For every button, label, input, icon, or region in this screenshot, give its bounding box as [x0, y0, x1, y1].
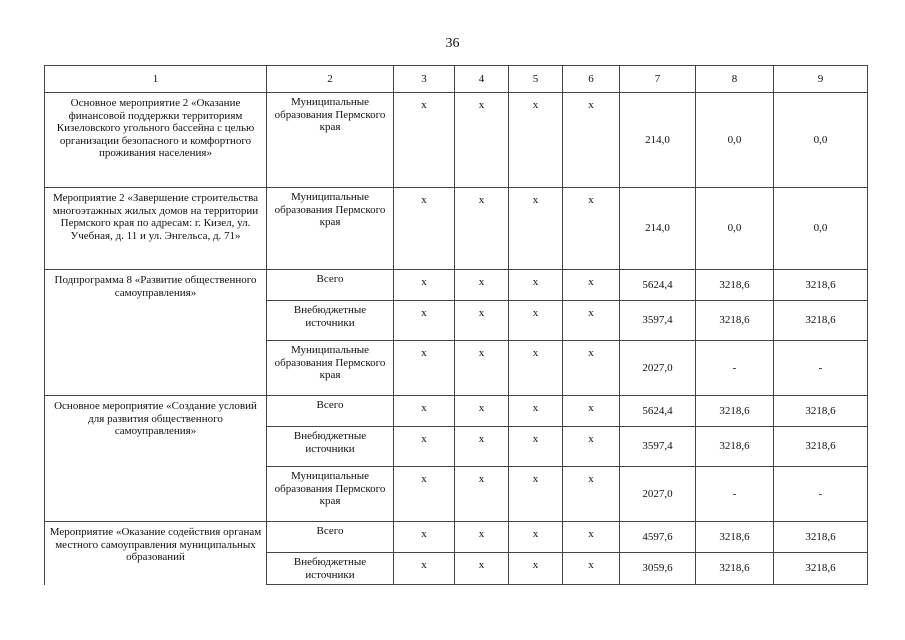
cell-c5: x [509, 522, 563, 553]
cell-c6: x [563, 341, 620, 396]
table-row [45, 270, 868, 301]
cell-c6: x [563, 270, 620, 301]
cell-c5: x [509, 341, 563, 396]
funding-source: Муниципальные образования Пермского края [267, 188, 394, 270]
column-header: 6 [563, 66, 620, 93]
cell-c3: x [394, 341, 455, 396]
value-c8: 3218,6 [696, 522, 774, 553]
cell-c6: x [563, 467, 620, 522]
value-c9: 3218,6 [774, 522, 868, 553]
header-row [45, 66, 868, 93]
value-c9: 0,0 [774, 188, 868, 270]
page-number: 36 [445, 36, 460, 51]
value-c8: 3218,6 [696, 427, 774, 467]
column-header: 4 [455, 66, 509, 93]
value-c7: 4597,6 [620, 522, 696, 553]
cell-c6: x [563, 522, 620, 553]
value-c9: 3218,6 [774, 270, 868, 301]
column-header: 2 [267, 66, 394, 93]
cell-c3: x [394, 427, 455, 467]
funding-source: Всего [267, 270, 394, 301]
cell-c5: x [509, 188, 563, 270]
value-c9: 3218,6 [774, 301, 868, 341]
column-header: 8 [696, 66, 774, 93]
row-name: Подпрограмма 8 «Развитие общественного самоуправления» [45, 270, 267, 396]
cell-c4: x [455, 427, 509, 467]
value-c9: 3218,6 [774, 553, 868, 585]
cell-c6: x [563, 427, 620, 467]
cell-c3: x [394, 553, 455, 585]
cell-c3: x [394, 188, 455, 270]
cell-c5: x [509, 467, 563, 522]
value-c9: - [774, 341, 868, 396]
cell-c6: x [563, 93, 620, 188]
value-c7: 214,0 [620, 188, 696, 270]
value-c7: 2027,0 [620, 467, 696, 522]
cell-c6: x [563, 553, 620, 585]
table-row [45, 396, 868, 427]
cell-c5: x [509, 553, 563, 585]
funding-source: Внебюджетные источники [267, 553, 394, 585]
value-c8: 3218,6 [696, 301, 774, 341]
value-c8: 3218,6 [696, 396, 774, 427]
column-header: 1 [45, 66, 267, 93]
value-c8: 3218,6 [696, 270, 774, 301]
value-c8: 3218,6 [696, 553, 774, 585]
cell-c4: x [455, 93, 509, 188]
value-c9: 3218,6 [774, 396, 868, 427]
column-header: 3 [394, 66, 455, 93]
table-row [45, 522, 868, 553]
value-c8: 0,0 [696, 93, 774, 188]
value-c7: 2027,0 [620, 341, 696, 396]
row-name: Мероприятие 2 «Завершение строительства многоэтажных жилых домов на территории Пермского края по адресам: г. Кизел, ул. Учебная, д. 11 и ул. Энгельса, д. 71» [45, 188, 267, 270]
value-c9: - [774, 467, 868, 522]
cell-c5: x [509, 93, 563, 188]
column-header: 5 [509, 66, 563, 93]
table-row [45, 188, 868, 270]
cell-c5: x [509, 301, 563, 341]
cell-c6: x [563, 396, 620, 427]
column-header: 9 [774, 66, 868, 93]
cell-c4: x [455, 270, 509, 301]
value-c9: 0,0 [774, 93, 868, 188]
value-c7: 3597,4 [620, 301, 696, 341]
value-c7: 214,0 [620, 93, 696, 188]
value-c7: 5624,4 [620, 396, 696, 427]
funding-source: Муниципальные образования Пермского края [267, 467, 394, 522]
funding-source: Всего [267, 396, 394, 427]
cell-c3: x [394, 270, 455, 301]
cell-c4: x [455, 341, 509, 396]
value-c8: - [696, 341, 774, 396]
cell-c3: x [394, 93, 455, 188]
cell-c4: x [455, 301, 509, 341]
funding-source: Муниципальные образования Пермского края [267, 341, 394, 396]
value-c8: - [696, 467, 774, 522]
column-header: 7 [620, 66, 696, 93]
cell-c5: x [509, 396, 563, 427]
funding-source: Всего [267, 522, 394, 553]
cell-c6: x [563, 301, 620, 341]
cell-c3: x [394, 522, 455, 553]
value-c9: 3218,6 [774, 427, 868, 467]
value-c7: 3597,4 [620, 427, 696, 467]
cell-c4: x [455, 467, 509, 522]
cell-c5: x [509, 427, 563, 467]
cell-c3: x [394, 301, 455, 341]
funding-source: Муниципальные образования Пермского края [267, 93, 394, 188]
value-c7: 5624,4 [620, 270, 696, 301]
cell-c5: x [509, 270, 563, 301]
funding-source: Внебюджетные источники [267, 427, 394, 467]
table-row [45, 93, 868, 188]
cell-c4: x [455, 553, 509, 585]
cell-c3: x [394, 396, 455, 427]
value-c8: 0,0 [696, 188, 774, 270]
row-name: Мероприятие «Оказание содействия органам местного самоуправления муниципальных образований [45, 522, 267, 585]
cell-c6: x [563, 188, 620, 270]
row-name: Основное мероприятие 2 «Оказание финансовой поддержки территориям Кизеловского угольного бассейна с целью организации безопасного и комфортного проживания населения» [45, 93, 267, 188]
cell-c4: x [455, 522, 509, 553]
budget-table [44, 65, 868, 585]
row-name: Основное мероприятие «Создание условий для развития общественного самоуправления» [45, 396, 267, 522]
cell-c3: x [394, 467, 455, 522]
cell-c4: x [455, 188, 509, 270]
cell-c4: x [455, 396, 509, 427]
funding-source: Внебюджетные источники [267, 301, 394, 341]
value-c7: 3059,6 [620, 553, 696, 585]
